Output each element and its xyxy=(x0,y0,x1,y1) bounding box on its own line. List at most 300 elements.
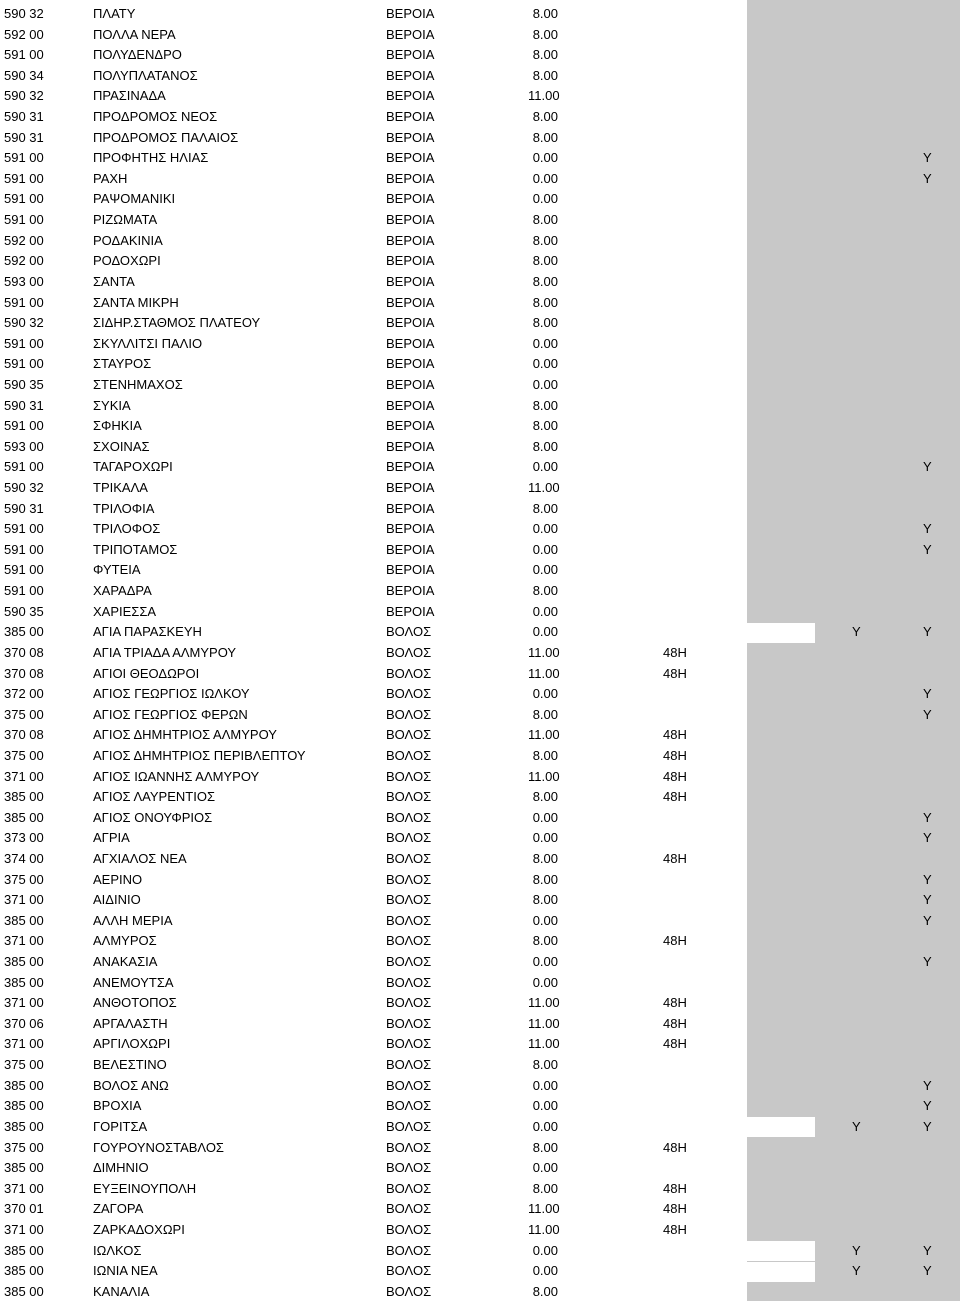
region-name: ΒΕΡΟΙΑ xyxy=(386,541,435,557)
delivery-time: 48H xyxy=(663,789,687,805)
region-name: ΒΟΛΟΣ xyxy=(386,871,432,887)
region-name: ΒΟΛΟΣ xyxy=(386,1160,432,1176)
charge-value: 8.00 xyxy=(532,933,558,949)
postal-code: 375 00 xyxy=(4,747,44,763)
region-name: ΒΟΛΟΣ xyxy=(386,1263,432,1279)
postal-code: 590 32 xyxy=(4,6,44,21)
region-name: ΒΟΛΟΣ xyxy=(386,644,432,660)
charge-value: 8.00 xyxy=(532,397,558,413)
flag-y-2: Y xyxy=(923,1242,932,1258)
locality-name: ΑΝΕΜΟΥΤΣΑ xyxy=(93,974,174,990)
region-name: ΒΕΡΟΙΑ xyxy=(386,191,435,207)
charge-value: 11.00 xyxy=(528,1015,560,1031)
locality-name: ΑΓΙΟΙ ΘΕΟΔΩΡΟΙ xyxy=(93,665,200,681)
table-row xyxy=(0,808,960,829)
table-row xyxy=(0,1076,960,1097)
table-row xyxy=(0,870,960,891)
locality-name: ΑΝΑΚΑΣΙΑ xyxy=(93,954,158,970)
locality-name: ΑΕΡΙΝΟ xyxy=(93,871,143,887)
locality-name: ΧΑΡΑΔΡΑ xyxy=(93,583,152,599)
postal-code: 592 00 xyxy=(4,253,44,269)
charge-value: 11.00 xyxy=(528,727,560,743)
postal-code: 370 08 xyxy=(4,644,44,660)
postal-code: 371 00 xyxy=(4,1180,44,1196)
postal-code: 385 00 xyxy=(4,789,44,805)
region-name: ΒΟΛΟΣ xyxy=(386,974,432,990)
table-row xyxy=(0,231,960,252)
postal-code: 591 00 xyxy=(4,521,44,537)
postal-code: 375 00 xyxy=(4,871,44,887)
charge-value: 0.00 xyxy=(532,603,558,619)
postal-code: 591 00 xyxy=(4,191,44,207)
postal-code: 375 00 xyxy=(4,706,44,722)
charge-value: 11.00 xyxy=(528,1036,560,1052)
locality-name: ΕΥΞΕΙΝΟΥΠΟΛΗ xyxy=(93,1180,197,1196)
region-name: ΒΟΛΟΣ xyxy=(386,1057,432,1073)
charge-value: 8.00 xyxy=(532,129,558,145)
charge-value: 11.00 xyxy=(528,995,560,1011)
table-row xyxy=(0,1138,960,1159)
postal-code: 385 00 xyxy=(4,1242,44,1258)
flag-y-2: Y xyxy=(923,1077,932,1093)
table-row xyxy=(0,169,960,190)
table-row xyxy=(0,705,960,726)
postal-code: 371 00 xyxy=(4,1221,44,1237)
region-name: ΒΕΡΟΙΑ xyxy=(386,418,435,434)
charge-value: 8.00 xyxy=(532,438,558,454)
locality-name: ΑΡΓΙΛΟΧΩΡΙ xyxy=(93,1036,171,1052)
charge-value: 0.00 xyxy=(532,1160,558,1176)
flag-y-2: Y xyxy=(923,150,932,166)
locality-name: ΡΙΖΩΜΑΤΑ xyxy=(93,212,158,228)
locality-name: ΚΑΝΑΛΙΑ xyxy=(93,1283,150,1299)
charge-value: 8.00 xyxy=(532,1180,558,1196)
locality-name: ΤΡΙΛΟΦΙΑ xyxy=(93,500,155,516)
charge-value: 8.00 xyxy=(532,706,558,722)
charge-value: 0.00 xyxy=(532,954,558,970)
table-row xyxy=(0,416,960,437)
charge-value: 0.00 xyxy=(532,356,558,372)
locality-name: ΠΡΑΣΙΝΑΔΑ xyxy=(93,88,166,104)
delivery-time: 48H xyxy=(663,1180,687,1196)
region-name: ΒΕΡΟΙΑ xyxy=(386,562,435,578)
charge-value: 11.00 xyxy=(528,768,560,784)
region-name: ΒΕΡΟΙΑ xyxy=(386,500,435,516)
locality-name: ΑΓΙΟΣ ΛΑΥΡΕΝΤΙΟΣ xyxy=(93,789,215,805)
region-name: ΒΟΛΟΣ xyxy=(386,850,432,866)
charge-value: 11.00 xyxy=(528,665,560,681)
charge-value: 0.00 xyxy=(532,912,558,928)
flag-y-2: Y xyxy=(923,686,932,702)
locality-name: ΠΛΑΤΥ xyxy=(93,6,136,21)
postal-code: 592 00 xyxy=(4,232,44,248)
postal-code: 385 00 xyxy=(4,1263,44,1279)
locality-name: ΠΟΛΛΑ ΝΕΡΑ xyxy=(93,26,176,42)
charge-value: 0.00 xyxy=(532,541,558,557)
table-row xyxy=(0,25,960,46)
table-row xyxy=(0,828,960,849)
table-row xyxy=(0,1096,960,1117)
charge-value: 8.00 xyxy=(532,583,558,599)
charge-value: 11.00 xyxy=(528,480,560,496)
locality-name: ΑΓΙΟΣ ΓΕΩΡΓΙΟΣ ΦΕΡΩΝ xyxy=(93,706,248,722)
region-name: ΒΟΛΟΣ xyxy=(386,1283,432,1299)
region-name: ΒΟΛΟΣ xyxy=(386,1118,432,1134)
locality-name: ΒΡΟΧΙΑ xyxy=(93,1098,142,1114)
table-row xyxy=(0,911,960,932)
postal-code: 591 00 xyxy=(4,541,44,557)
charge-value: 0.00 xyxy=(532,686,558,702)
region-name: ΒΕΡΟΙΑ xyxy=(386,170,435,186)
region-name: ΒΕΡΟΙΑ xyxy=(386,6,435,21)
charge-value: 8.00 xyxy=(532,747,558,763)
table-row xyxy=(0,1117,960,1138)
locality-name: ΣΧΟΙΝΑΣ xyxy=(93,438,150,454)
delivery-time: 48H xyxy=(663,747,687,763)
flag-y-1: Y xyxy=(852,1118,861,1134)
charge-value: 8.00 xyxy=(532,26,558,42)
charge-value: 8.00 xyxy=(532,109,558,125)
locality-name: ΠΡΟΔΡΟΜΟΣ ΝΕΟΣ xyxy=(93,109,218,125)
charge-value: 0.00 xyxy=(532,521,558,537)
table-row xyxy=(0,973,960,994)
flag-y-1: Y xyxy=(852,1263,861,1279)
table-row xyxy=(0,107,960,128)
region-name: ΒΟΛΟΣ xyxy=(386,830,432,846)
table-row xyxy=(0,128,960,149)
postal-code: 593 00 xyxy=(4,438,44,454)
postal-code: 375 00 xyxy=(4,1139,44,1155)
locality-name: ΔΙΜΗΝΙΟ xyxy=(93,1160,149,1176)
locality-name: ΣΥΚΙΑ xyxy=(93,397,131,413)
postal-code: 590 31 xyxy=(4,397,44,413)
region-name: ΒΕΡΟΙΑ xyxy=(386,129,435,145)
table-row xyxy=(0,251,960,272)
locality-name: ΤΑΓΑΡΟΧΩΡΙ xyxy=(93,459,173,475)
flag-y-2: Y xyxy=(923,830,932,846)
table-row xyxy=(0,354,960,375)
region-name: ΒΕΡΟΙΑ xyxy=(386,335,435,351)
postal-code: 590 31 xyxy=(4,129,44,145)
locality-name: ΖΑΓΟΡΑ xyxy=(93,1201,144,1217)
postal-code: 591 00 xyxy=(4,294,44,310)
postal-code: 371 00 xyxy=(4,995,44,1011)
locality-name: ΑΓΙΟΣ ΟΝΟΥΦΡΙΟΣ xyxy=(93,809,213,825)
region-name: ΒΟΛΟΣ xyxy=(386,706,432,722)
locality-name: ΡΑΨΟΜΑΝΙΚΙ xyxy=(93,191,176,207)
region-name: ΒΟΛΟΣ xyxy=(386,789,432,805)
region-name: ΒΕΡΟΙΑ xyxy=(386,253,435,269)
region-name: ΒΟΛΟΣ xyxy=(386,954,432,970)
region-name: ΒΟΛΟΣ xyxy=(386,727,432,743)
region-name: ΒΟΛΟΣ xyxy=(386,933,432,949)
charge-value: 8.00 xyxy=(532,294,558,310)
postal-code: 591 00 xyxy=(4,562,44,578)
locality-name: ΑΙΔΙΝΙΟ xyxy=(93,892,141,908)
charge-value: 8.00 xyxy=(532,871,558,887)
table-row xyxy=(0,1014,960,1035)
locality-name: ΦΥΤΕΙΑ xyxy=(93,562,141,578)
charge-value: 0.00 xyxy=(532,1077,558,1093)
region-name: ΒΕΡΟΙΑ xyxy=(386,376,435,392)
locality-name: ΑΓΙΟΣ ΔΗΜΗΤΡΙΟΣ ΠΕΡΙΒΛΕΠΤΟΥ xyxy=(93,747,306,763)
region-name: ΒΕΡΟΙΑ xyxy=(386,88,435,104)
flag-y-2: Y xyxy=(923,706,932,722)
charge-value: 0.00 xyxy=(532,624,558,640)
postal-code: 371 00 xyxy=(4,933,44,949)
locality-name: ΑΓΙΟΣ ΙΩΑΝΝΗΣ ΑΛΜΥΡΟΥ xyxy=(93,768,260,784)
table-row xyxy=(0,931,960,952)
locality-name: ΑΛΛΗ ΜΕΡΙΑ xyxy=(93,912,173,928)
locality-name: ΑΓΙΑ ΠΑΡΑΣΚΕΥΗ xyxy=(93,624,202,640)
table-row xyxy=(0,1220,960,1241)
region-name: ΒΕΡΟΙΑ xyxy=(386,26,435,42)
locality-name: ΑΓΙΟΣ ΔΗΜΗΤΡΙΟΣ ΑΛΜΥΡΟΥ xyxy=(93,727,277,743)
locality-name: ΣΦΗΚΙΑ xyxy=(93,418,142,434)
flag-y-2: Y xyxy=(923,521,932,537)
delivery-time: 48H xyxy=(663,1221,687,1237)
region-name: ΒΟΛΟΣ xyxy=(386,1077,432,1093)
region-name: ΒΕΡΟΙΑ xyxy=(386,315,435,331)
postal-code: 370 01 xyxy=(4,1201,44,1217)
charge-value: 0.00 xyxy=(532,1118,558,1134)
delivery-time: 48H xyxy=(663,768,687,784)
region-name: ΒΕΡΟΙΑ xyxy=(386,480,435,496)
table-row xyxy=(0,1179,960,1200)
locality-name: ΡΟΔΑΚΙΝΙΑ xyxy=(93,232,163,248)
charge-value: 11.00 xyxy=(528,1201,560,1217)
locality-name: ΤΡΙΠΟΤΑΜΟΣ xyxy=(93,541,178,557)
region-name: ΒΟΛΟΣ xyxy=(386,1098,432,1114)
table-row xyxy=(0,849,960,870)
table-row xyxy=(0,952,960,973)
region-name: ΒΟΛΟΣ xyxy=(386,686,432,702)
region-name: ΒΟΛΟΣ xyxy=(386,1015,432,1031)
postal-code: 385 00 xyxy=(4,954,44,970)
postal-code: 374 00 xyxy=(4,850,44,866)
table-row xyxy=(0,272,960,293)
charge-value: 0.00 xyxy=(532,170,558,186)
delivery-time: 48H xyxy=(663,1015,687,1031)
postal-code: 370 06 xyxy=(4,1015,44,1031)
region-name: ΒΕΡΟΙΑ xyxy=(386,232,435,248)
postal-code: 590 32 xyxy=(4,88,44,104)
table-row xyxy=(0,1261,960,1282)
charge-value: 8.00 xyxy=(532,67,558,83)
charge-value: 0.00 xyxy=(532,562,558,578)
table-row xyxy=(0,602,960,623)
locality-name: ΤΡΙΛΟΦΟΣ xyxy=(93,521,161,537)
locality-name: ΓΟΥΡΟΥΝΟΣΤΑΒΛΟΣ xyxy=(93,1139,224,1155)
table-row xyxy=(0,334,960,355)
region-name: ΒΕΡΟΙΑ xyxy=(386,67,435,83)
table-row xyxy=(0,375,960,396)
locality-name: ΣΚΥΛΛΙΤΣΙ ΠΑΛΙΟ xyxy=(93,335,203,351)
postal-code: 591 00 xyxy=(4,335,44,351)
charge-value: 8.00 xyxy=(532,1139,558,1155)
table-row xyxy=(0,746,960,767)
charge-value: 0.00 xyxy=(532,376,558,392)
charge-value: 8.00 xyxy=(532,789,558,805)
postal-code: 592 00 xyxy=(4,26,44,42)
table-row xyxy=(0,1199,960,1220)
table-row xyxy=(0,560,960,581)
charge-value: 11.00 xyxy=(528,1221,560,1237)
postal-code: 372 00 xyxy=(4,686,44,702)
region-name: ΒΟΛΟΣ xyxy=(386,809,432,825)
postal-code: 590 31 xyxy=(4,109,44,125)
charge-value: 8.00 xyxy=(532,47,558,63)
locality-name: ΤΡΙΚΑΛΑ xyxy=(93,480,148,496)
flag-y-2: Y xyxy=(923,954,932,970)
flag-y-2: Y xyxy=(923,1118,932,1134)
postal-code: 385 00 xyxy=(4,1098,44,1114)
region-name: ΒΟΛΟΣ xyxy=(386,995,432,1011)
delivery-time: 48H xyxy=(663,1036,687,1052)
region-name: ΒΕΡΟΙΑ xyxy=(386,459,435,475)
postal-code: 590 34 xyxy=(4,67,44,83)
postal-code: 371 00 xyxy=(4,768,44,784)
region-name: ΒΟΛΟΣ xyxy=(386,912,432,928)
region-name: ΒΟΛΟΣ xyxy=(386,1036,432,1052)
table-row xyxy=(0,437,960,458)
region-name: ΒΟΛΟΣ xyxy=(386,892,432,908)
table-row xyxy=(0,499,960,520)
postal-code: 373 00 xyxy=(4,830,44,846)
locality-name: ΙΩΝΙΑ ΝΕΑ xyxy=(93,1263,158,1279)
locality-name: ΑΓΡΙΑ xyxy=(93,830,130,846)
flag-y-2: Y xyxy=(923,892,932,908)
postal-code: 591 00 xyxy=(4,150,44,166)
charge-value: 8.00 xyxy=(532,500,558,516)
table-row xyxy=(0,293,960,314)
region-name: ΒΕΡΟΙΑ xyxy=(386,212,435,228)
flag-y-1: Y xyxy=(852,1242,861,1258)
table-row xyxy=(0,210,960,231)
postal-code: 370 08 xyxy=(4,727,44,743)
region-name: ΒΟΛΟΣ xyxy=(386,624,432,640)
postal-code: 385 00 xyxy=(4,809,44,825)
table-row xyxy=(0,396,960,417)
locality-name: ΑΡΓΑΛΑΣΤΗ xyxy=(93,1015,168,1031)
postal-code: 591 00 xyxy=(4,583,44,599)
flag-y-2: Y xyxy=(923,1098,932,1114)
postal-code: 370 08 xyxy=(4,665,44,681)
delivery-time: 48H xyxy=(663,644,687,660)
charge-value: 0.00 xyxy=(532,1242,558,1258)
table-row xyxy=(0,643,960,664)
charge-value: 8.00 xyxy=(532,315,558,331)
postal-code: 591 00 xyxy=(4,459,44,475)
postal-code: 385 00 xyxy=(4,1283,44,1299)
charge-value: 0.00 xyxy=(532,974,558,990)
postal-code: 593 00 xyxy=(4,273,44,289)
locality-name: ΓΟΡΙΤΣΑ xyxy=(93,1118,148,1134)
table-row xyxy=(0,45,960,66)
table-row xyxy=(0,581,960,602)
postal-code: 591 00 xyxy=(4,418,44,434)
table-row xyxy=(0,1241,960,1262)
locality-name: ΣΤΕΝΗΜΑΧΟΣ xyxy=(93,376,183,392)
locality-name: ΒΟΛΟΣ ΑΝΩ xyxy=(93,1077,169,1093)
table-row xyxy=(0,4,960,25)
charge-value: 8.00 xyxy=(532,212,558,228)
region-name: ΒΕΡΟΙΑ xyxy=(386,109,435,125)
table-row xyxy=(0,1282,960,1302)
delivery-time: 48H xyxy=(663,933,687,949)
table-row xyxy=(0,890,960,911)
charge-value: 0.00 xyxy=(532,830,558,846)
region-name: ΒΕΡΟΙΑ xyxy=(386,603,435,619)
locality-name: ΡΟΔΟΧΩΡΙ xyxy=(93,253,161,269)
locality-name: ΠΟΛΥΔΕΝΔΡΟ xyxy=(93,47,182,63)
table-row xyxy=(0,66,960,87)
region-name: ΒΟΛΟΣ xyxy=(386,747,432,763)
region-name: ΒΟΛΟΣ xyxy=(386,1242,432,1258)
region-name: ΒΟΛΟΣ xyxy=(386,1139,432,1155)
locality-name: ΣΑΝΤΑ ΜΙΚΡΗ xyxy=(93,294,179,310)
locality-name: ΣΤΑΥΡΟΣ xyxy=(93,356,152,372)
locality-name: ΠΟΛΥΠΛΑΤΑΝΟΣ xyxy=(93,67,198,83)
region-name: ΒΟΛΟΣ xyxy=(386,665,432,681)
table-row xyxy=(0,787,960,808)
locality-name: ΠΡΟΦΗΤΗΣ ΗΛΙΑΣ xyxy=(93,150,209,166)
locality-name: ΒΕΛΕΣΤΙΝΟ xyxy=(93,1057,167,1073)
flag-y-2: Y xyxy=(923,809,932,825)
region-name: ΒΕΡΟΙΑ xyxy=(386,397,435,413)
delivery-time: 48H xyxy=(663,665,687,681)
flag-y-2: Y xyxy=(923,1263,932,1279)
delivery-time: 48H xyxy=(663,850,687,866)
delivery-time: 48H xyxy=(663,995,687,1011)
table-row xyxy=(0,519,960,540)
charge-value: 8.00 xyxy=(532,850,558,866)
region-name: ΒΟΛΟΣ xyxy=(386,768,432,784)
table-row xyxy=(0,1158,960,1179)
charge-value: 8.00 xyxy=(532,232,558,248)
charge-value: 11.00 xyxy=(528,88,560,104)
charge-value: 8.00 xyxy=(532,273,558,289)
charge-value: 8.00 xyxy=(532,1283,558,1299)
table-row xyxy=(0,1055,960,1076)
table-row xyxy=(0,622,960,643)
table-row xyxy=(0,767,960,788)
table-row xyxy=(0,148,960,169)
flag-y-1: Y xyxy=(852,624,861,640)
region-name: ΒΕΡΟΙΑ xyxy=(386,47,435,63)
charge-value: 8.00 xyxy=(532,1057,558,1073)
region-name: ΒΟΛΟΣ xyxy=(386,1201,432,1217)
charge-value: 0.00 xyxy=(532,459,558,475)
region-name: ΒΕΡΟΙΑ xyxy=(386,294,435,310)
table-row xyxy=(0,86,960,107)
postal-code: 591 00 xyxy=(4,47,44,63)
region-name: ΒΟΛΟΣ xyxy=(386,1221,432,1237)
table-row xyxy=(0,664,960,685)
flag-y-2: Y xyxy=(923,912,932,928)
postal-code: 591 00 xyxy=(4,356,44,372)
postal-code: 591 00 xyxy=(4,212,44,228)
postal-code: 371 00 xyxy=(4,892,44,908)
table-row xyxy=(0,725,960,746)
locality-name: ΣΙΔΗΡ.ΣΤΑΘΜΟΣ ΠΛΑΤΕΟΥ xyxy=(93,315,261,331)
region-name: ΒΕΡΟΙΑ xyxy=(386,521,435,537)
postal-code: 375 00 xyxy=(4,1057,44,1073)
charge-value: 0.00 xyxy=(532,150,558,166)
locality-name: ΑΓΙΑ ΤΡΙΑΔΑ ΑΛΜΥΡΟΥ xyxy=(93,644,237,660)
postal-code: 590 32 xyxy=(4,480,44,496)
postal-code: 590 35 xyxy=(4,376,44,392)
